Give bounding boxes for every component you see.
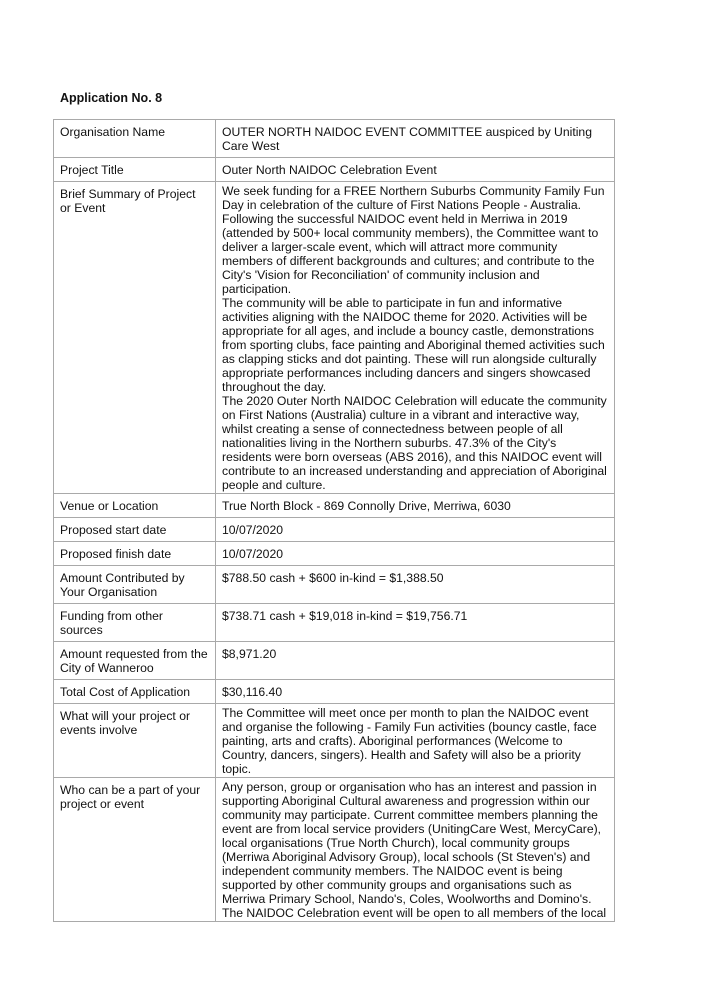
row-value: [216, 158, 615, 182]
value-text: $8,971.20: [222, 647, 277, 661]
table-row-amount-requested: [54, 642, 615, 680]
row-value: [216, 494, 615, 518]
value-text: True North Block - 869 Connolly Drive, Merriwa, 6030: [222, 499, 511, 513]
row-value: [216, 182, 615, 494]
row-label: Total Cost of Application: [54, 680, 216, 704]
row-label: What will your project or events involve: [54, 704, 216, 778]
row-value: [216, 120, 615, 158]
row-label: Funding from other sources: [54, 604, 216, 642]
table-row-start-date: [54, 518, 615, 542]
value-text: $788.50 cash + $600 in-kind = $1,388.50: [222, 571, 444, 585]
row-label: Brief Summary of Project or Event: [54, 182, 216, 494]
row-label: Organisation Name: [54, 120, 216, 158]
application-table: [53, 119, 615, 922]
row-label: Venue or Location: [54, 494, 216, 518]
value-text: 10/07/2020: [222, 547, 283, 561]
application-heading: Application No. 8: [60, 91, 163, 105]
row-label: Proposed start date: [54, 518, 216, 542]
summary-paragraph-3: The 2020 Outer North NAIDOC Celebration will educate the community on First Nations (Australia) culture in a vibrant and interactive way, whilst creating a sense of connectedness between people of all nationalities living in the Northern suburbs. 47.3% of the City's residents were born overseas (ABS 2016), and this NAIDOC event will contribute to an increased understanding and appreciation of Aboriginal people and culture.: [222, 394, 607, 492]
row-label: Project Title: [54, 158, 216, 182]
value-text: $30,116.40: [222, 685, 283, 699]
row-value: [216, 778, 615, 922]
table-row-who-can-participate: [54, 778, 615, 922]
table-row-total-cost: [54, 680, 615, 704]
value-text: OUTER NORTH NAIDOC EVENT COMMITTEE auspiced by Uniting Care West: [222, 125, 592, 153]
row-label: Proposed finish date: [54, 542, 216, 566]
value-text: 10/07/2020: [222, 523, 283, 537]
summary-paragraph-2: The community will be able to participate in fun and informative activities aligning with the NAIDOC theme for 2020. Activities will be appropriate for all ages, and include a bouncy castle, demonstrations from sporting clubs, face painting and Aboriginal themed activities such as clapping sticks and dot painting. These will run alongside culturally appropriate performances including dancers and singers showcased throughout the day.: [222, 296, 605, 394]
table-row-organisation-name: [54, 120, 615, 158]
row-value: [216, 680, 615, 704]
value-text: Outer North NAIDOC Celebration Event: [222, 163, 437, 177]
table-row-brief-summary: [54, 182, 615, 494]
row-value: [216, 566, 615, 604]
summary-paragraph-1: We seek funding for a FREE Northern Suburbs Community Family Fun Day in celebration of the culture of First Nations People - Australia. Following the successful NAIDOC event held in Merriwa in 2019 (attended by 500+ local community members), the Committee want to deliver a larger-scale event, which will attract more community members of different backgrounds and cultures; and contribute to the City's 'Vision for Reconciliation' of community inclusion and participation.: [222, 184, 605, 296]
row-label: Who can be a part of your project or event: [54, 778, 216, 922]
row-value: [216, 518, 615, 542]
table-row-project-title: [54, 158, 615, 182]
row-value: [216, 642, 615, 680]
row-value: [216, 704, 615, 778]
table-row-amount-contributed: [54, 566, 615, 604]
value-text: The Committee will meet once per month to plan the NAIDOC event and organise the following - Family Fun activities (bouncy castle, face painting, arts and crafts). Aboriginal performances (Welcome to Country, dancers, singers). Health and Safety will also be a priority topic.: [222, 706, 597, 776]
table-row-project-involvement: [54, 704, 615, 778]
table-row-other-funding: [54, 604, 615, 642]
table-row-venue: [54, 494, 615, 518]
value-text: $738.71 cash + $19,018 in-kind = $19,756.71: [222, 609, 468, 623]
table-row-finish-date: [54, 542, 615, 566]
row-value: [216, 604, 615, 642]
row-value: [216, 542, 615, 566]
row-label: Amount requested from the City of Wanneroo: [54, 642, 216, 680]
row-label: Amount Contributed by Your Organisation: [54, 566, 216, 604]
value-text: Any person, group or organisation who has an interest and passion in supporting Aboriginal Cultural awareness and progression within our community may participate. Current committee members planning the event are from local service providers (UnitingCare West, MercyCare), local organisations (True North Church), local community groups (Merriwa Aboriginal Advisory Group), local schools (St Steven's) and independent community members. The NAIDOC event is being supported by other community groups and organisations such as Merriwa Primary School, Nando's, Coles, Woolworths and Domino's. The NAIDOC Celebration event will be open to all members of the local: [222, 780, 607, 920]
